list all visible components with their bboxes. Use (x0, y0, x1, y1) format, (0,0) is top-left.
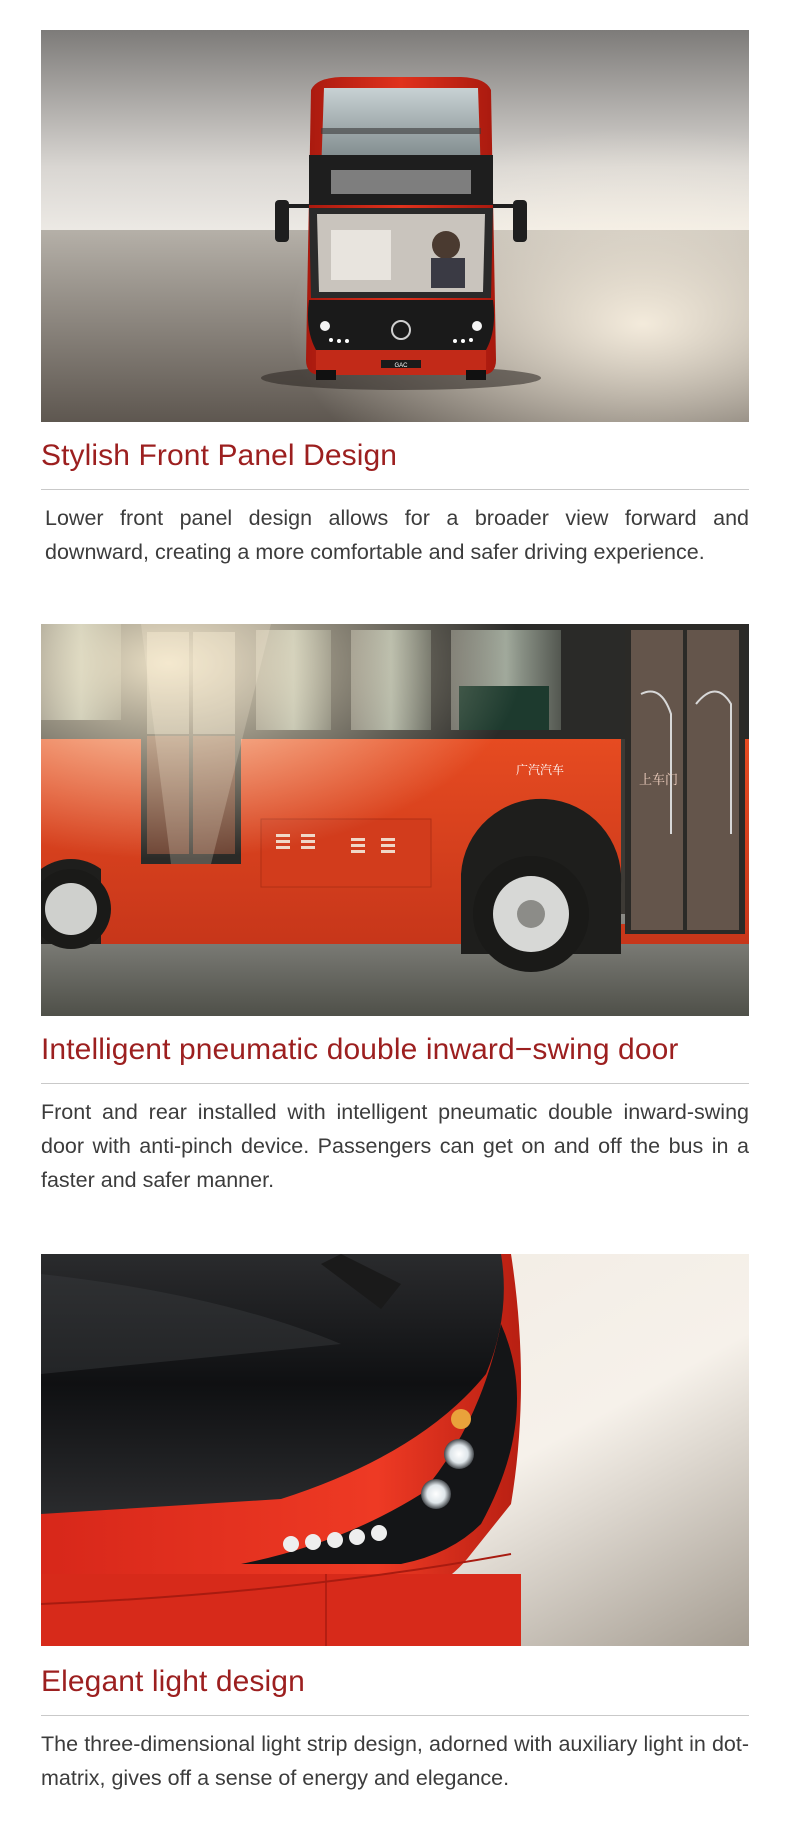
section-front-panel (41, 30, 749, 569)
section-description: Front and rear installed with intelligent pneumatic double inward-swing door with anti-pinch device. Passengers can get on and off the bus in a faster and safer manner. (41, 1100, 749, 1192)
light-photo (41, 1254, 749, 1646)
section-description: Lower front panel design allows for a broader view forward and downward, creating a more comfortable and safer driving experience. (45, 506, 749, 564)
bus-badge: GAC (394, 363, 408, 369)
title-divider (41, 1715, 749, 1716)
headlight-closeup-image (41, 1254, 749, 1646)
section-title: Elegant light design (41, 1665, 305, 1698)
double-decker-bus-image (41, 30, 749, 422)
section-title: Stylish Front Panel Design (41, 439, 398, 472)
front-panel-photo (41, 30, 749, 422)
title-divider (41, 489, 749, 490)
section-door (41, 624, 749, 1197)
door-photo (41, 624, 749, 1016)
section-title: Intelligent pneumatic double inward−swing door (41, 1033, 679, 1066)
section-description: The three-dimensional light strip design, adorned with auxiliary light in dot-matrix, gives off a sense of energy and elegance. (41, 1732, 749, 1790)
title-divider (41, 1083, 749, 1084)
section-light (41, 1254, 749, 1795)
bus-side-image (41, 624, 749, 1016)
